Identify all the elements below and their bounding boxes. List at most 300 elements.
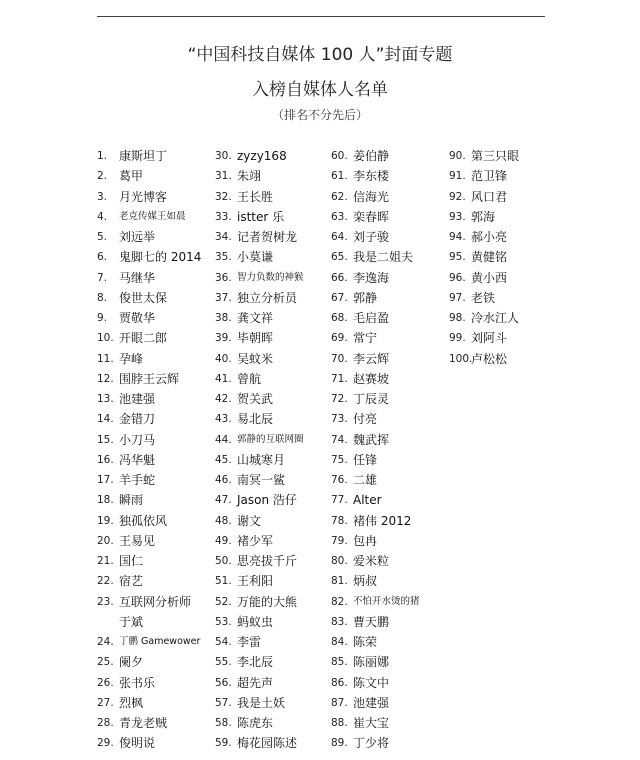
list-item-name: 丁鹏 Gamewower xyxy=(119,636,201,647)
list-item xyxy=(215,450,304,470)
list-item-number: 70. xyxy=(331,352,348,365)
list-item-number: 85. xyxy=(331,656,348,669)
list-item-number: 77. xyxy=(331,494,348,507)
list-item-number: 65. xyxy=(331,251,348,264)
list-item-number: 62. xyxy=(331,190,348,203)
list-item xyxy=(97,733,201,753)
list-item xyxy=(97,187,201,207)
list-item xyxy=(215,146,304,166)
list-item xyxy=(97,632,201,652)
list-item-name: 鬼脚七的 2014 xyxy=(119,250,202,265)
list-item xyxy=(215,733,304,753)
list-item xyxy=(331,632,420,652)
list-item-number: 69. xyxy=(331,332,348,345)
list-item xyxy=(97,511,201,531)
list-item-number: 57. xyxy=(215,696,232,709)
list-item-number: 46. xyxy=(215,474,232,486)
list-item-name: 范卫锋 xyxy=(471,169,508,184)
list-item-number: 84. xyxy=(331,636,348,648)
list-item xyxy=(331,146,420,166)
list-item xyxy=(449,146,519,166)
list-item xyxy=(97,369,201,389)
list-item-number: 10. xyxy=(97,332,114,345)
list-item-number: 79. xyxy=(331,534,348,547)
list-item xyxy=(215,288,304,308)
list-item-number: 93. xyxy=(449,210,466,223)
list-item xyxy=(331,652,420,672)
list-item-number: 98. xyxy=(449,312,466,324)
list-item xyxy=(215,673,304,693)
list-item-number: 90. xyxy=(449,150,466,162)
list-item-number: 67. xyxy=(331,291,348,304)
list-item-name: 于斌 xyxy=(119,614,144,629)
list-item-number: 97. xyxy=(449,291,466,304)
list-item-number: 44. xyxy=(215,433,232,446)
list-item xyxy=(97,592,201,612)
list-item-name: 张书乐 xyxy=(119,675,156,690)
list-item-name: 丁少将 xyxy=(353,736,390,751)
list-item xyxy=(215,268,304,288)
list-item-name: 陈虎东 xyxy=(237,716,274,730)
list-item xyxy=(449,227,519,247)
list-item-number: 20. xyxy=(97,534,114,547)
list-item-name: 毛启盈 xyxy=(353,311,390,325)
list-item-name: 思亮拔千斤 xyxy=(237,554,298,568)
list-item-number: 8. xyxy=(97,291,108,304)
list-item xyxy=(97,490,201,510)
list-item-name: 赵赛坡 xyxy=(353,371,390,386)
list-item xyxy=(331,733,420,753)
list-item xyxy=(97,166,201,186)
list-item-name: 智力负数的神猴 xyxy=(237,271,304,283)
list-item xyxy=(331,551,420,571)
list-item-name: 陈荣 xyxy=(353,635,378,649)
list-item-name: 李逸海 xyxy=(353,270,390,285)
list-item xyxy=(331,288,420,308)
list-item xyxy=(331,349,420,369)
list-item-name: 开眼二郎 xyxy=(119,331,168,346)
list-item-name: 马继华 xyxy=(119,270,156,285)
list-item-number: 5. xyxy=(97,231,108,243)
list-item-name: 不怕开水烫的猪 xyxy=(353,595,420,607)
list-item xyxy=(215,571,304,591)
list-item-number: 9. xyxy=(97,312,108,324)
list-item-number: 31. xyxy=(215,170,232,183)
list-item xyxy=(97,450,201,470)
list-item-number: 26. xyxy=(97,676,114,689)
list-item-name: 刘远举 xyxy=(119,230,156,244)
list-item-number: 83. xyxy=(331,615,348,628)
list-item-name: 易北辰 xyxy=(237,412,274,427)
list-item-number: 35. xyxy=(215,251,232,264)
list-item-name: 栾春晖 xyxy=(353,209,390,224)
list-item-name: 围脖王云辉 xyxy=(119,371,180,386)
list-item-name: 郭海 xyxy=(471,209,496,224)
list-item xyxy=(331,247,420,267)
list-item xyxy=(97,409,201,429)
list-item-number: 16. xyxy=(97,453,114,466)
list-item-name: 曹天鹏 xyxy=(353,614,390,629)
list-item-name: 李东楼 xyxy=(353,169,390,184)
list-item-number: 59. xyxy=(215,737,232,750)
list-item-name: 陈文中 xyxy=(353,675,390,690)
list-item-name: Alter xyxy=(353,493,382,508)
list-item xyxy=(331,470,420,490)
list-item xyxy=(331,207,420,227)
list-item-number: 4. xyxy=(97,210,108,223)
list-item-number: 56. xyxy=(215,676,232,689)
list-item-number: 81. xyxy=(331,575,348,588)
list-item xyxy=(97,652,201,672)
list-item xyxy=(449,247,519,267)
list-item-number: 92. xyxy=(449,190,466,203)
list-item xyxy=(449,328,519,348)
list-item-name: 互联网分析师 xyxy=(119,594,192,609)
list-item-number: 19. xyxy=(97,514,114,527)
list-item xyxy=(331,592,420,612)
list-item-name: 崔大宝 xyxy=(353,716,390,730)
list-item-name: 炳叔 xyxy=(353,574,378,589)
list-item-number: 32. xyxy=(215,190,232,203)
list-item xyxy=(449,207,519,227)
list-item-number: 76. xyxy=(331,474,348,486)
list-item-name: 李云辉 xyxy=(353,351,390,366)
list-item-name: 王易见 xyxy=(119,533,156,548)
list-item-number: 54. xyxy=(215,636,232,648)
list-item xyxy=(449,187,519,207)
list-item xyxy=(97,430,201,450)
list-item-number: 68. xyxy=(331,312,348,324)
list-item-number: 100. xyxy=(449,352,473,365)
name-column-3 xyxy=(331,146,420,754)
list-item xyxy=(215,187,304,207)
list-item xyxy=(97,612,201,632)
list-item-name: 俊世太保 xyxy=(119,290,168,305)
list-item-name: 褚伟 2012 xyxy=(353,513,412,528)
list-item xyxy=(331,612,420,632)
list-item xyxy=(331,450,420,470)
list-item-number: 36. xyxy=(215,271,232,284)
list-item-number: 94. xyxy=(449,231,466,243)
list-item-name: 付亮 xyxy=(353,412,378,427)
list-item xyxy=(331,369,420,389)
list-item-number: 15. xyxy=(97,433,114,446)
list-item xyxy=(331,268,420,288)
list-item xyxy=(215,612,304,632)
list-item-name: 老铁 xyxy=(471,290,496,305)
page-title: “中国科技自媒体 100 人”封面专题 xyxy=(187,45,453,65)
list-item-name: 国仁 xyxy=(119,554,144,568)
list-item xyxy=(215,531,304,551)
list-item xyxy=(331,328,420,348)
list-item-name: 小刀马 xyxy=(119,432,156,447)
list-item-name: 南冥一鲨 xyxy=(237,473,286,487)
list-item-number: 41. xyxy=(215,372,232,385)
list-item-number: 24. xyxy=(97,636,114,648)
list-item-number: 88. xyxy=(331,717,348,729)
list-item-number: 89. xyxy=(331,737,348,750)
list-item-name: 山城寒月 xyxy=(237,452,286,467)
list-item xyxy=(97,288,201,308)
list-item-number: 28. xyxy=(97,717,114,729)
name-column-4 xyxy=(449,146,519,369)
list-item-number: 51. xyxy=(215,575,232,588)
list-item xyxy=(97,693,201,713)
list-item-number: 71. xyxy=(331,372,348,385)
list-item-name: 包冉 xyxy=(353,533,378,548)
list-item-name: 羊手蛇 xyxy=(119,473,156,487)
list-item-name: 月光博客 xyxy=(119,189,168,204)
list-item-number: 50. xyxy=(215,555,232,567)
list-item xyxy=(97,308,201,328)
list-item-number: 72. xyxy=(331,393,348,405)
list-item xyxy=(331,531,420,551)
list-item-name: 孕峰 xyxy=(119,351,144,366)
list-item-name: 龚文祥 xyxy=(237,311,274,325)
list-item-name: 爱米粒 xyxy=(353,554,390,568)
list-item xyxy=(331,166,420,186)
list-item-number: 86. xyxy=(331,676,348,689)
list-item-name: 二雄 xyxy=(353,473,378,487)
list-item-number: 14. xyxy=(97,413,114,426)
name-column-2 xyxy=(215,146,304,754)
list-item xyxy=(449,288,519,308)
list-item-name: 葛甲 xyxy=(119,169,144,184)
list-item-name: 丁辰灵 xyxy=(353,392,390,406)
list-item-number: 60. xyxy=(331,150,348,162)
list-item-number: 96. xyxy=(449,271,466,284)
list-item-name: 池建强 xyxy=(353,695,390,710)
list-item xyxy=(97,531,201,551)
list-item-number: 1. xyxy=(97,150,108,162)
list-item-number: 47. xyxy=(215,494,232,507)
list-item-name: 任锋 xyxy=(353,452,378,467)
list-item-name: 谢文 xyxy=(237,513,262,528)
list-item-number: 39. xyxy=(215,332,232,345)
list-item-number: 87. xyxy=(331,696,348,709)
list-item-number: 43. xyxy=(215,413,232,426)
list-item-name: 刘子骏 xyxy=(353,230,390,244)
list-item xyxy=(215,490,304,510)
list-item-name: 陈丽娜 xyxy=(353,655,390,670)
list-item xyxy=(215,511,304,531)
list-item-number: 33. xyxy=(215,210,232,223)
list-item xyxy=(215,430,304,450)
list-item-name: 梅花园陈述 xyxy=(237,736,298,751)
list-item-name: 独立分析员 xyxy=(237,290,298,305)
list-item xyxy=(215,389,304,409)
list-item xyxy=(97,470,201,490)
list-item-name: 李雷 xyxy=(237,635,262,649)
list-item xyxy=(215,369,304,389)
list-item-number: 21. xyxy=(97,555,114,567)
list-item-name: 池建强 xyxy=(119,392,156,406)
list-item-number: 34. xyxy=(215,231,232,243)
list-item-name: 万能的大熊 xyxy=(237,594,298,609)
list-item-number: 53. xyxy=(215,615,232,628)
list-item xyxy=(331,227,420,247)
list-item-number: 55. xyxy=(215,656,232,669)
list-item xyxy=(215,652,304,672)
page-subtitle: 入榜自媒体人名单 xyxy=(252,80,388,100)
list-item-name: 刘阿斗 xyxy=(471,331,508,346)
list-item-name: Jason 浩仔 xyxy=(237,493,297,508)
list-item xyxy=(215,227,304,247)
list-item xyxy=(215,470,304,490)
list-item-number: 7. xyxy=(97,271,108,284)
list-item xyxy=(331,430,420,450)
list-item xyxy=(97,713,201,733)
list-item-name: 王长胜 xyxy=(237,189,274,204)
list-item-number: 63. xyxy=(331,210,348,223)
list-item-name: 冷水江人 xyxy=(471,311,520,325)
list-item-number: 80. xyxy=(331,555,348,567)
list-item-number: 42. xyxy=(215,393,232,405)
list-item-name: 青龙老贼 xyxy=(119,716,168,730)
list-item-name: 曾航 xyxy=(237,371,262,386)
list-item xyxy=(215,713,304,733)
list-item xyxy=(331,187,420,207)
list-item-name: 褚少军 xyxy=(237,533,274,548)
list-item xyxy=(449,166,519,186)
list-item xyxy=(331,490,420,510)
list-item-number: 6. xyxy=(97,251,108,264)
list-item xyxy=(449,268,519,288)
list-item xyxy=(97,349,201,369)
list-item xyxy=(97,551,201,571)
list-item-name: 瞬雨 xyxy=(119,493,144,508)
list-item-number: 22. xyxy=(97,575,114,588)
list-item xyxy=(215,632,304,652)
list-item-name: 信海光 xyxy=(353,189,390,204)
list-item-number: 13. xyxy=(97,393,114,405)
list-item-name: 俊明说 xyxy=(119,736,156,751)
list-item xyxy=(215,693,304,713)
list-item xyxy=(215,409,304,429)
list-item-name: 卢松松 xyxy=(471,351,508,366)
list-item-name: 我是土妖 xyxy=(237,695,286,710)
list-item-name: 阑夕 xyxy=(119,655,144,670)
list-item-number: 27. xyxy=(97,696,114,709)
list-item-number: 75. xyxy=(331,453,348,466)
list-item-number: 37. xyxy=(215,291,232,304)
list-item-name: 第三只眼 xyxy=(471,149,520,163)
list-item-number: 11. xyxy=(97,352,114,365)
list-item-name: 风口君 xyxy=(471,189,508,204)
list-item xyxy=(215,592,304,612)
list-item-name: 郝小亮 xyxy=(471,230,508,244)
list-item-number: 64. xyxy=(331,231,348,243)
list-item-name: 超先声 xyxy=(237,675,274,690)
list-item xyxy=(97,571,201,591)
list-item-name: 康斯坦丁 xyxy=(119,149,168,163)
list-item-number: 61. xyxy=(331,170,348,183)
list-item-name: 常宁 xyxy=(353,331,378,346)
list-item xyxy=(215,207,304,227)
list-item-number: 40. xyxy=(215,352,232,365)
list-item xyxy=(215,328,304,348)
list-item-number: 99. xyxy=(449,332,466,345)
list-item xyxy=(331,511,420,531)
list-item-name: 黄健铭 xyxy=(471,250,508,265)
list-item-number: 3. xyxy=(97,190,108,203)
list-item-number: 29. xyxy=(97,737,114,750)
list-item-number: 95. xyxy=(449,251,466,264)
list-item xyxy=(215,551,304,571)
top-rule xyxy=(97,16,545,17)
list-item-number: 82. xyxy=(331,595,348,608)
list-item-number: 78. xyxy=(331,514,348,527)
ranking-note: （排名不分先后） xyxy=(271,108,368,122)
list-item xyxy=(97,268,201,288)
list-item xyxy=(331,673,420,693)
list-item-name: 吴蚊米 xyxy=(237,351,274,366)
list-item xyxy=(97,328,201,348)
list-item xyxy=(331,693,420,713)
list-item-name: 记者贺树龙 xyxy=(237,230,298,244)
list-item-name: 我是二姐夫 xyxy=(353,250,414,265)
list-item xyxy=(215,349,304,369)
list-item-name: istter 乐 xyxy=(237,209,285,224)
list-item xyxy=(331,571,420,591)
list-item-name: 烈枫 xyxy=(119,695,144,710)
list-item xyxy=(97,673,201,693)
list-item-name: 黄小西 xyxy=(471,270,508,285)
list-item-name: 朱翊 xyxy=(237,169,262,184)
list-item-number: 25. xyxy=(97,656,114,669)
list-item-name: 郭静的互联网圈 xyxy=(237,433,304,445)
list-item-name: 魏武挥 xyxy=(353,432,390,447)
list-item-number: 2. xyxy=(97,170,108,183)
list-item-name: 小莫谦 xyxy=(237,250,274,265)
name-column-1 xyxy=(97,146,201,754)
list-item-name: 贺关武 xyxy=(237,392,274,406)
list-item-name: 姜伯静 xyxy=(353,149,390,163)
list-item xyxy=(97,146,201,166)
list-item-number: 52. xyxy=(215,595,232,608)
list-item-number: 48. xyxy=(215,514,232,527)
list-item-name: 冯华魁 xyxy=(119,452,156,467)
list-item-name: 贾敬华 xyxy=(119,311,156,325)
list-item xyxy=(331,389,420,409)
list-item-name: 郭静 xyxy=(353,290,378,305)
list-item xyxy=(97,389,201,409)
list-item-number: 23. xyxy=(97,595,114,608)
list-item xyxy=(331,308,420,328)
list-item xyxy=(215,247,304,267)
list-item-number: 74. xyxy=(331,433,348,446)
list-item-number: 66. xyxy=(331,271,348,284)
list-item-number: 58. xyxy=(215,717,232,729)
list-item-name: 王利阳 xyxy=(237,574,274,589)
list-item-number: 45. xyxy=(215,453,232,466)
list-item-number: 18. xyxy=(97,494,114,507)
list-item-name: 金错刀 xyxy=(119,412,156,427)
list-item xyxy=(97,227,201,247)
list-item-name: 李北辰 xyxy=(237,655,274,670)
list-item xyxy=(449,349,519,369)
list-item xyxy=(331,409,420,429)
list-item-name: 蚂蚁虫 xyxy=(237,614,274,629)
list-item-number: 30. xyxy=(215,150,232,162)
list-item xyxy=(215,166,304,186)
list-item xyxy=(97,247,201,267)
list-item xyxy=(449,308,519,328)
list-item xyxy=(97,207,201,227)
list-item-number: 73. xyxy=(331,413,348,426)
list-item-name: 独孤依风 xyxy=(119,513,168,528)
list-item-name: 宿艺 xyxy=(119,574,144,589)
